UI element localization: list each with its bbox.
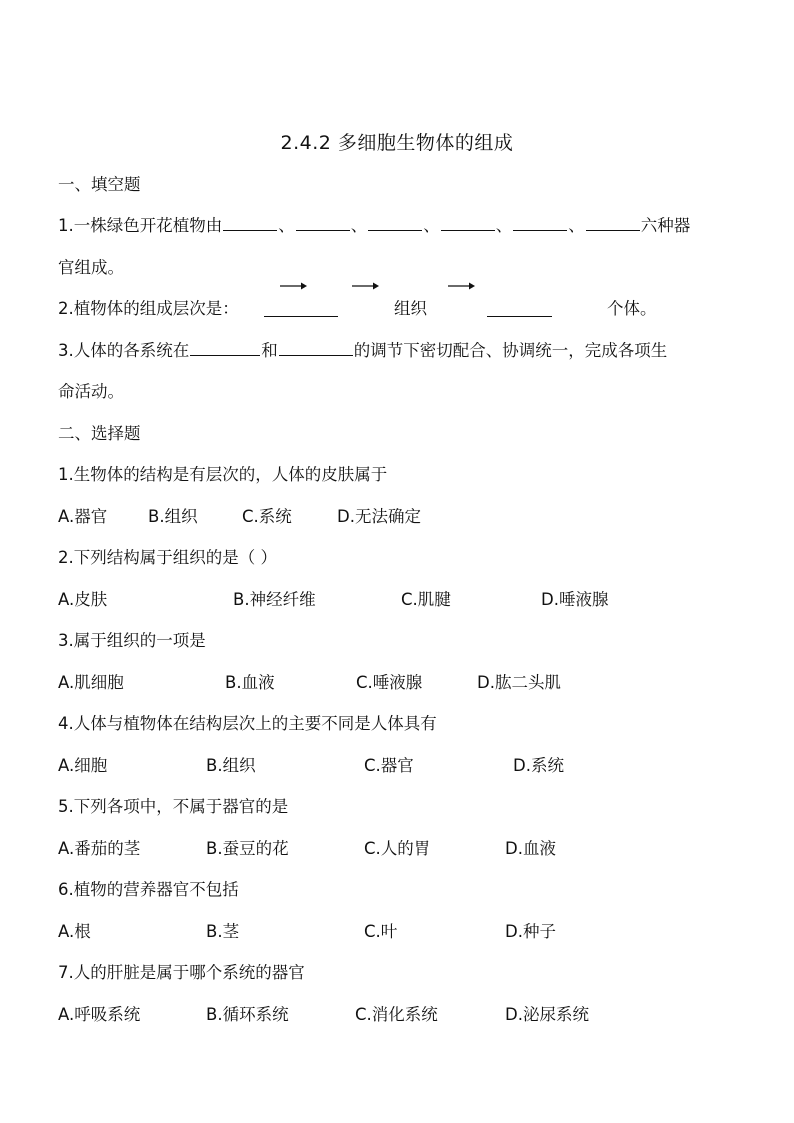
level-tissue: 组织: [394, 299, 427, 318]
option-c[interactable]: C.人的胃: [364, 839, 431, 858]
choice-question-2: 2.下列结构属于组织的是（ ）: [58, 548, 277, 567]
option-b[interactable]: B.组织: [206, 756, 256, 775]
section-choice-heading: 二、选择题: [58, 424, 141, 443]
option-b[interactable]: B.神经纤维: [233, 590, 316, 609]
choice-question-6: 6.植物的营养器官不包括: [58, 880, 239, 899]
options-row-7: [58, 1003, 758, 1027]
option-a[interactable]: A.肌细胞: [58, 673, 124, 692]
option-c[interactable]: C.系统: [242, 507, 292, 526]
question-number: 2.: [58, 299, 74, 318]
option-a[interactable]: A.皮肤: [58, 590, 108, 609]
option-d[interactable]: D.种子: [505, 922, 556, 941]
fill-question-1-continued: 官组成。: [58, 258, 124, 277]
option-c[interactable]: C.肌腱: [401, 590, 451, 609]
question-text: 六种器: [640, 216, 691, 235]
answer-blank[interactable]: [586, 214, 640, 231]
option-c[interactable]: C.消化系统: [355, 1005, 438, 1024]
option-d[interactable]: D.唾液腺: [541, 590, 609, 609]
option-c[interactable]: C.器官: [364, 756, 414, 775]
separator: 、: [350, 216, 368, 235]
option-d[interactable]: D.系统: [513, 756, 564, 775]
choice-question-5: 5.下列各项中，不属于器官的是: [58, 797, 289, 816]
question-text: 人体的各系统在: [73, 341, 190, 360]
question-number: 3.: [58, 341, 74, 360]
choice-question-4: 4.人体与植物体在结构层次上的主要不同是人体具有: [58, 714, 437, 733]
answer-blank[interactable]: [487, 300, 552, 317]
option-b[interactable]: B.蚕豆的花: [206, 839, 289, 858]
question-text: 和: [261, 341, 278, 360]
options-row-3: [58, 671, 758, 695]
option-b[interactable]: B.茎: [206, 922, 240, 941]
option-b[interactable]: B.组织: [148, 507, 198, 526]
fill-question-1: [58, 214, 690, 238]
choice-question-7: 7.人的肝脏是属于哪个系统的器官: [58, 963, 305, 982]
question-text: 的调节下密切配合、协调统一，完成各项生: [353, 341, 668, 360]
option-a[interactable]: A.呼吸系统: [58, 1005, 141, 1024]
separator: 、: [495, 216, 513, 235]
answer-blank[interactable]: [296, 214, 350, 231]
fill-question-2: [58, 297, 239, 321]
question-text: 一株绿色开花植物由: [73, 216, 223, 235]
answer-blank[interactable]: [223, 214, 277, 231]
answer-blank[interactable]: [190, 339, 260, 356]
option-c[interactable]: C.唾液腺: [356, 673, 423, 692]
option-a[interactable]: A.番茄的茎: [58, 839, 141, 858]
separator: 、: [423, 216, 440, 235]
option-d[interactable]: D.无法确定: [337, 507, 421, 526]
option-b[interactable]: B.循环系统: [206, 1005, 289, 1024]
answer-blank[interactable]: [368, 214, 422, 231]
option-b[interactable]: B.血液: [225, 673, 275, 692]
options-row-4: [58, 754, 758, 778]
fill-question-3-continued: 命活动。: [58, 382, 124, 401]
separator: 、: [278, 216, 295, 235]
separator: 、: [568, 216, 585, 235]
section-fill-blank-heading: 一、填空题: [58, 175, 141, 194]
option-a[interactable]: A.细胞: [58, 756, 108, 775]
arrow-right-icon: [280, 281, 308, 291]
question-text: 植物体的组成层次是：: [73, 299, 239, 318]
choice-question-3: 3.属于组织的一项是: [58, 631, 206, 650]
answer-blank[interactable]: [441, 214, 495, 231]
level-individual: 个体。: [607, 299, 657, 318]
option-d[interactable]: D.泌尿系统: [505, 1005, 589, 1024]
arrow-right-icon: [352, 281, 380, 291]
answer-blank[interactable]: [264, 300, 338, 317]
answer-blank[interactable]: [279, 339, 353, 356]
option-a[interactable]: A.器官: [58, 507, 108, 526]
fill-question-3: [58, 339, 667, 363]
question-number: 1.: [58, 216, 74, 235]
options-row-6: [58, 920, 758, 944]
option-c[interactable]: C.叶: [364, 922, 398, 941]
option-a[interactable]: A.根: [58, 922, 91, 941]
options-row-2: [58, 588, 758, 612]
choice-question-1: 1.生物体的结构是有层次的，人体的皮肤属于: [58, 465, 388, 484]
options-row-1: [58, 505, 758, 529]
answer-blank[interactable]: [513, 214, 567, 231]
option-d[interactable]: D.肱二头肌: [477, 673, 561, 692]
arrow-right-icon: [448, 281, 476, 291]
option-d[interactable]: D.血液: [505, 839, 556, 858]
worksheet-title: 2.4.2 多细胞生物体的组成: [280, 132, 514, 154]
options-row-5: [58, 837, 758, 861]
